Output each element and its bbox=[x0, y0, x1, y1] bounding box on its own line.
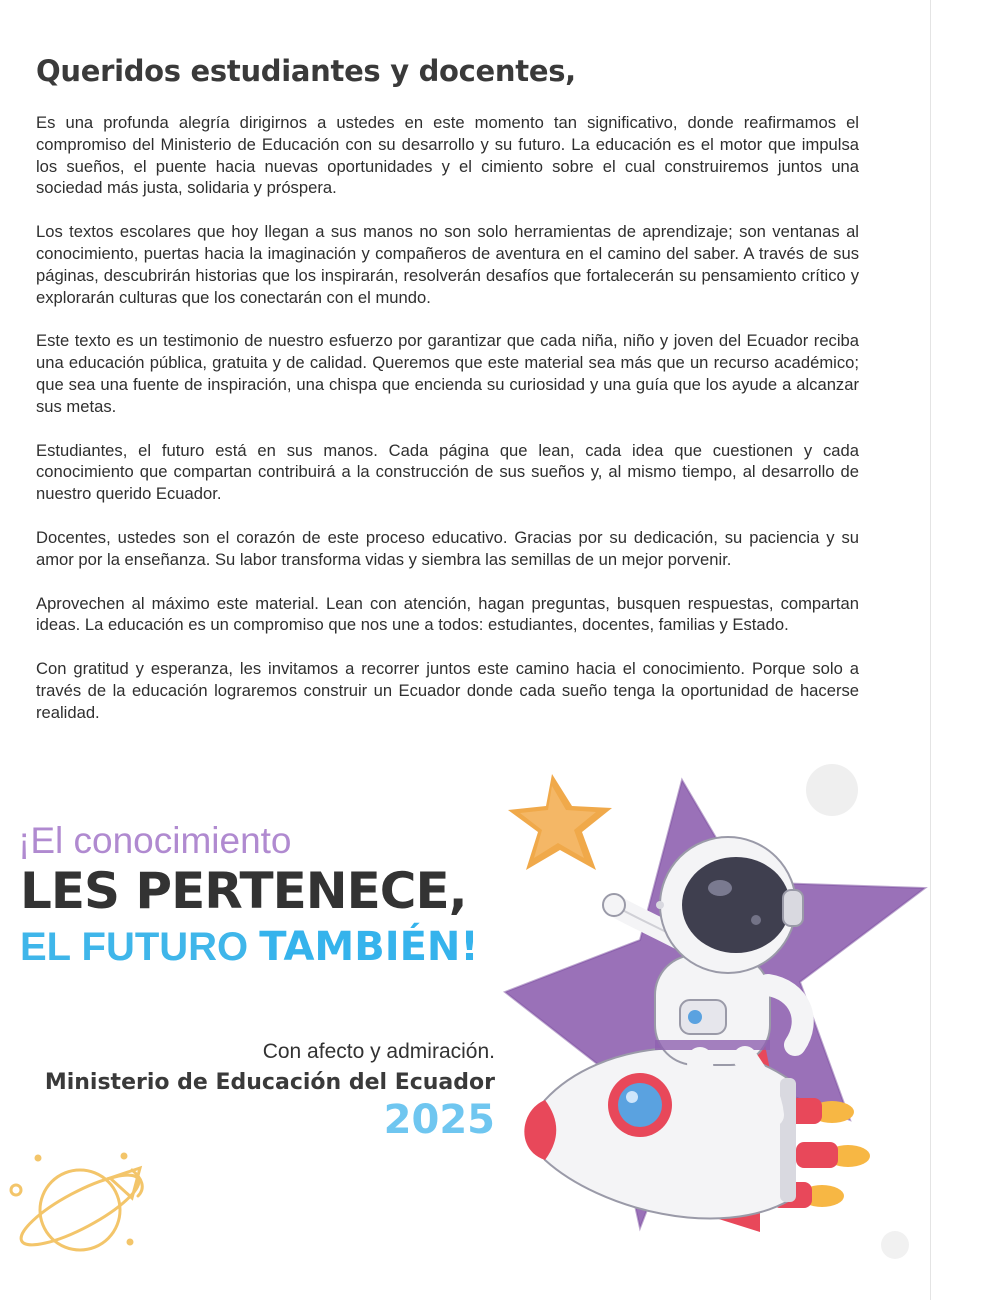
letter-paragraph: Aprovechen al máximo este material. Lean con atención, hagan preguntas, busquen respuestas, compartan ideas. La educación es un compromiso que nos une a todos: estudiantes, docentes, familias y Estado. bbox=[36, 593, 859, 635]
letter-paragraph: Los textos escolares que hoy llegan a sus manos no son solo herramientas de aprendizaje; son ventanas al conocimiento, puertas hacia la imaginación y compañeros de aventura en el camino del saber. A través de sus páginas, descubrirán historias que los inspirarán, resolverán desafíos que fortalecerán su pensamiento crítico y explorarán culturas que los conectarán con el mundo. bbox=[36, 222, 859, 307]
letter-paragraph: Estudiantes, el futuro está en sus manos. Cada página que lean, cada idea que cuestionen y cada conocimiento que compartan contribuirá a la construcción de sus sueños y, al mismo tiempo, al desarrollo de nuestro querido Ecuador. bbox=[36, 440, 859, 504]
signature-greeting: Con afecto y admiración. bbox=[262, 1040, 495, 1063]
slogan-line-3-regular: EL FUTURO bbox=[20, 925, 260, 969]
letter-paragraph: Docentes, ustedes son el corazón de este proceso educativo. Gracias por su dedicación, su paciencia y su amor por la enseñanza. Su labor transforma vidas y siembra las semillas de un mejor porvenir. bbox=[36, 527, 859, 569]
slogan-line-3 bbox=[20, 924, 479, 970]
planet-rocket-doodle-icon bbox=[11, 1154, 147, 1257]
letter-greeting: Queridos estudiantes y docentes, bbox=[36, 54, 576, 88]
slogan-line-3-bold: TAMBIÉN! bbox=[259, 924, 479, 970]
slogan-line-1: ¡El conocimiento bbox=[18, 820, 292, 861]
letter-paragraph: Con gratitud y esperanza, les invitamos a recorrer juntos este camino hacia el conocimiento. Porque solo a través de la educación lograremos construir un Ecuador donde cada sueño tenga la oportunidad de hacerse realidad. bbox=[36, 659, 859, 722]
letter-paragraph: Es una profunda alegría dirigirnos a ustedes en este momento tan significativo, donde reafirmamos el compromiso del Ministerio de Educación con su desarrollo y su futuro. La educación es el motor que impulsa los sueños, el puente hacia nuevas oportunidades y el cimiento sobre el cual construiremos juntos una sociedad más justa, solidaria y próspera. bbox=[36, 113, 859, 198]
signature-block bbox=[30, 1040, 495, 1143]
decor-circle bbox=[806, 764, 858, 816]
slogan-line-2: LES PERTENECE, bbox=[20, 862, 467, 920]
signature-year: 2025 bbox=[383, 1097, 495, 1143]
gold-star-icon bbox=[508, 774, 612, 870]
decor-circle bbox=[881, 1231, 909, 1259]
signature-organization: Ministerio de Educación del Ecuador bbox=[44, 1070, 495, 1095]
letter-paragraph: Este texto es un testimonio de nuestro esfuerzo por garantizar que cada niña, niño y joven del Ecuador reciba una educación pública, gratuita y de calidad. Queremos que este material sea más que un recurso académico; que sea una fuente de inspiración, una chispa que encienda su curiosidad y una guía que los ayude a alcanzar sus metas. bbox=[36, 331, 859, 416]
